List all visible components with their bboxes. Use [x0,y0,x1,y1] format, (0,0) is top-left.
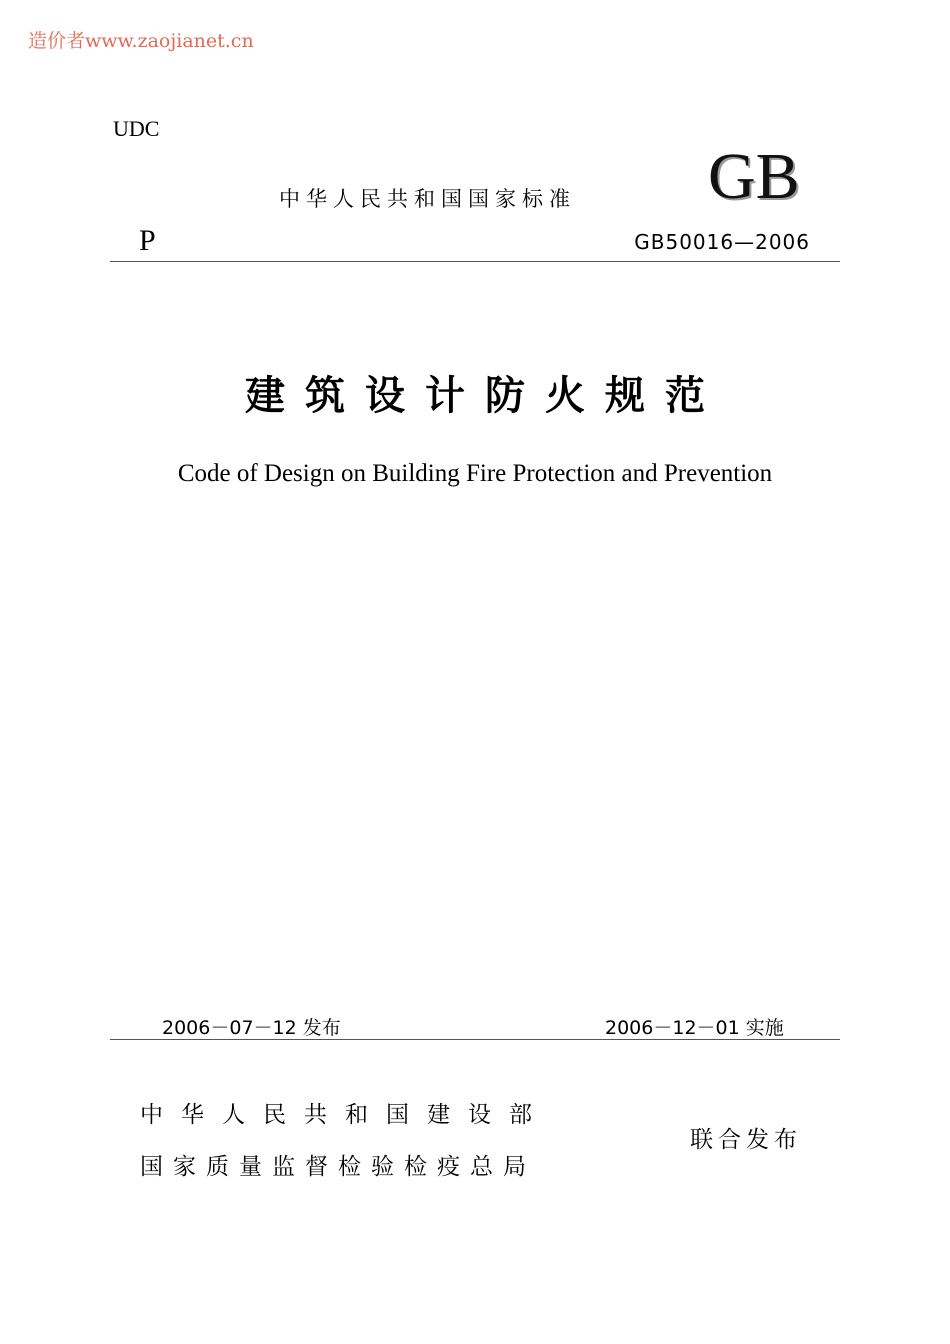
title-chinese: 建筑设计防火规范 [245,372,725,419]
top-divider [110,261,840,262]
watermark-text: 造价者www.zaojianet.cn [28,30,254,52]
standard-name: 中华人民共和国国家标准 [279,187,576,211]
classification-code: P [139,224,156,257]
implementation-date: 2006－12－01 实施 [605,1017,784,1039]
gb-logo: GB [708,140,800,213]
issue-date: 2006－07－12 发布 [162,1017,341,1039]
issuer-administration: 国家质量监督检验检疫总局 [140,1154,536,1180]
title-english: Code of Design on Building Fire Protection and Prevention [177,460,773,487]
standard-number: GB50016—2006 [634,230,810,254]
udc-label: UDC [113,116,160,141]
joint-issue-label: 联合发布 [690,1127,802,1153]
bottom-divider [110,1039,840,1040]
issuer-ministry: 中华人民共和国建设部 [140,1102,550,1128]
